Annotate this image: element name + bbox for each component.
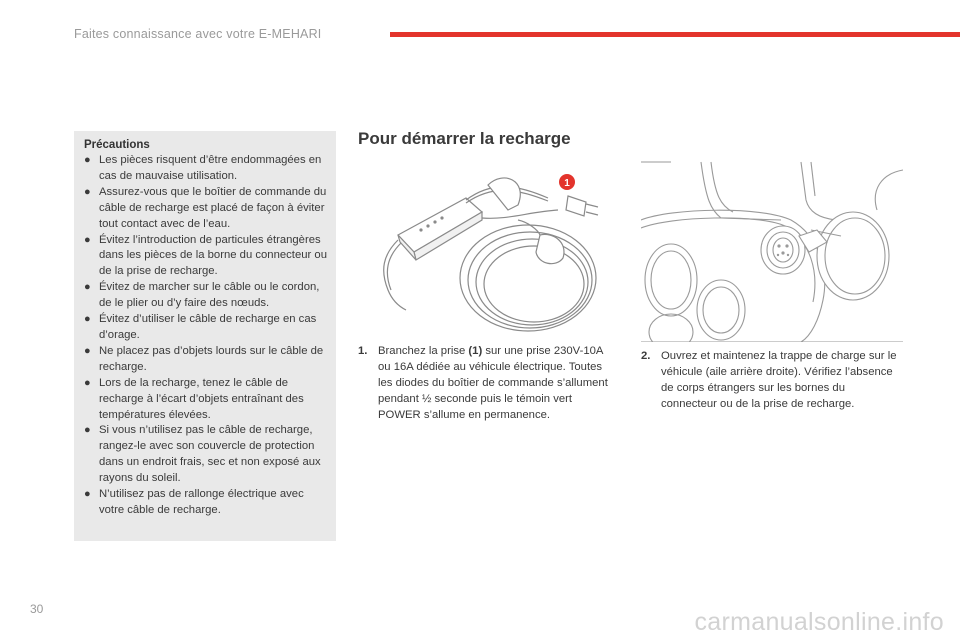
list-item-text: Les pièces risquent d’être endommagées en cas de mauvaise utilisation. (99, 154, 322, 182)
bullet-icon: ● (84, 488, 91, 501)
list-item-text: N’utilisez pas de rallonge électrique avec votre câble de recharge. (99, 488, 304, 516)
list-item (84, 344, 328, 376)
step-2 (641, 348, 903, 412)
list-item (84, 153, 328, 185)
step-1-text-after: sur une prise 230V-10A ou 16A dédiée au véhicule électrique. Toutes les diodes du boîtier de commande s’allument pendant ½ seconde puis le témoin vert POWER s’allume en permanence. (378, 345, 608, 421)
bullet-icon: ● (84, 281, 91, 294)
list-item-text: Évitez d’utiliser le câble de recharge en cas d’orage. (99, 313, 317, 341)
list-item (84, 280, 328, 312)
list-item-text: Ne placez pas d’objets lourds sur le câble de recharge. (99, 344, 324, 373)
precautions-box (74, 131, 336, 541)
step-1-text (358, 343, 610, 423)
bullet-icon: ● (84, 424, 91, 437)
precautions-list (84, 153, 328, 519)
bullet-icon: ● (84, 233, 91, 246)
header-accent-bar (390, 32, 960, 37)
header-title: Faites connaissance avec votre E-MEHARI (74, 27, 322, 41)
list-item-text: Lors de la recharge, tenez le câble de recharge à l’écart d’objets entraînant des températures élevées. (99, 376, 304, 421)
watermark: carmanualsonline.info (694, 608, 944, 636)
list-item (84, 233, 328, 281)
bullet-icon: ● (84, 154, 91, 166)
step-2-text: Ouvrez et maintenez la trappe de charge sur le véhicule (aile arrière droite). Vérifiez l’absence de corps étrangers sur les bornes du connecteur ou de la prise de recharge. (661, 350, 897, 410)
page-number: 30 (30, 602, 44, 616)
section-title: Pour démarrer la recharge (358, 129, 571, 148)
step-1-ref: (1) (468, 345, 483, 357)
precautions-title: Précautions (84, 139, 150, 151)
list-item (84, 423, 328, 487)
charging-flap-illustration (641, 160, 903, 342)
step-1-text-before: Branchez la prise (378, 345, 469, 357)
list-item-text: Évitez l’introduction de particules étrangères dans les pièces de la borne du connecteur ou de la prise de recharge. (99, 233, 327, 278)
bullet-icon: ● (84, 376, 91, 389)
list-item-text: Assurez-vous que le boîtier de commande du câble de recharge est placé de façon à éviter tout contact avec de l’eau. (99, 185, 327, 230)
step-2-number: 2. (641, 350, 651, 362)
bullet-icon: ● (84, 344, 91, 357)
step-1 (358, 343, 610, 423)
list-item (84, 312, 328, 344)
list-item (84, 376, 328, 424)
charging-cable-illustration (358, 160, 610, 338)
step-1-number: 1. (358, 345, 368, 357)
list-item (84, 185, 328, 233)
figure-charging-cable (358, 160, 610, 338)
list-item-text: Si vous n’utilisez pas le câble de recharge, rangez-le avec son couvercle de protection dans un endroit frais, sec et non exposé aux rayons du soleil. (99, 424, 321, 485)
list-item-text: Évitez de marcher sur le câble ou le cordon, de le plier ou d’y faire des nœuds. (99, 281, 320, 310)
bullet-icon: ● (84, 185, 91, 198)
figure-charging-flap (641, 160, 903, 342)
list-item (84, 487, 328, 519)
bullet-icon: ● (84, 313, 91, 326)
callout-1-label: 1 (564, 178, 570, 189)
